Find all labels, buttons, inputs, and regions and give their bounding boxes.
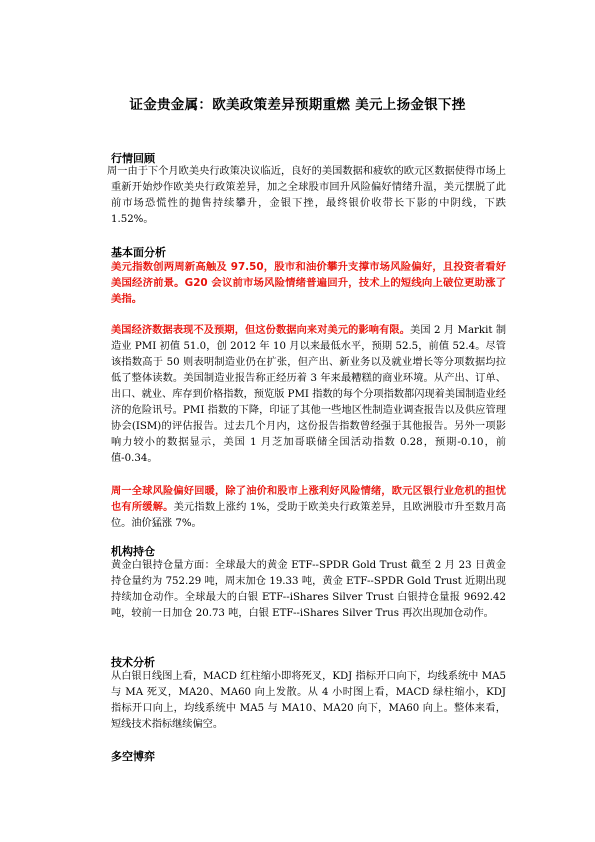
technical-paragraph: 从白银日线图上看，MACD 红柱缩小即将死叉，KDJ 指标开口向下，均线系统中 MA5 与 MA 死叉，MA20、MA60 向上发散。从 4 小时图上看，MACD 绿柱缩小，KDJ 指标开口向上，均线系统中 MA5 与 MA10、MA20 向下，MA60 向上。整体来看，短线技术指标继续偏空。 [111, 671, 506, 730]
section-heading-longshort: 多空博弈 [111, 750, 155, 763]
fundamental-paragraph-3-highlight: 周一全球风险偏好回暖，除了油价和股市上涨利好风险情绪，欧元区银行业危机的担忧也有所缓解。 [111, 486, 506, 513]
section-heading-holdings: 机构持仓 [111, 545, 155, 558]
fundamental-paragraph-1: 美元指数创两周新高触及 97.50，股市和油价攀升支撑市场风险偏好，且投资者看好美国经济前景。G20 会议前市场风险情绪普遍回升，技术上的短线向上破位更助涨了美指。 [111, 261, 506, 305]
fundamental-paragraph-2-body: 美国 2 月 Markit 制造业 PMI 初值 51.0，创 2012 年 10 月以来最低水平，预期 52.5，前值 52.4。尽管该指数高于 50 则表明制造业仍在扩张，但产出、新业务以及就业增长等分项数据均拉低了整体读数。美国制造业报告称正经历着 3 年来最糟糕的商业环境。从产出、订单、出口、就业、库存到价格指数，预览版 PMI 指数的每个分项指数都闪现着美国制造业经济的危险讯号。PMI 指数的下降，印证了其他一些地区性制造业调查报告以及供应管理协会(ISM)的评估报告。过去几个月内，这份报告指数曾经强于其他报告。另外一项影响力较小的数据显示，美国 1 月芝加哥联储全国活动指数 0.28，预期-0.10，前值-0.34。 [111, 325, 507, 464]
fundamental-paragraph-3 [111, 484, 506, 532]
page-title: 证金贵金属：欧美政策差异预期重燃 美元上扬金银下挫 [129, 97, 466, 113]
holdings-paragraph: 黄金白银持仓量方面：全球最大的黄金 ETF--SPDR Gold Trust 截至 2 月 23 日黄金持仓量约为 752.29 吨，周末加仓 19.33 吨，黄金 ETF--SPDR Gold Trust 近期出现持续加仓动作。全球最大的白银 ETF--iShares Silver Trust 白银持仓量报 9692.42 吨，较前一日加仓 20.73 吨，白银 ETF--iShares Silver Trus 再次出现加仓动作。 [111, 560, 506, 619]
fundamental-paragraph-2-highlight: 美国经济数据表现不及预期，但这份数据向来对美元的影响有限。 [111, 325, 411, 336]
review-paragraph: 周一由于下个月欧美央行政策决议临近，良好的美国数据和疲软的欧元区数据使得市场上重新开始炒作欧美央行政策差异，加之全球股市回升风险偏好情绪升温，美元摆脱了此前市场恐慌性的抛售持续攀升，金银下挫，最终银价收带长下影的中阴线，下跌 1.52%。 [107, 166, 506, 225]
fundamental-paragraph-3-body: 美元指数上涨约 1%，受助于欧美央行政策差异，且欧洲股市升至数月高位。油价猛涨 7%。 [111, 502, 506, 529]
fundamental-paragraph-2 [111, 323, 506, 467]
section-heading-review: 行情回顾 [111, 152, 155, 165]
section-heading-technical: 技术分析 [111, 656, 155, 669]
section-heading-fundamental: 基本面分析 [111, 246, 166, 259]
